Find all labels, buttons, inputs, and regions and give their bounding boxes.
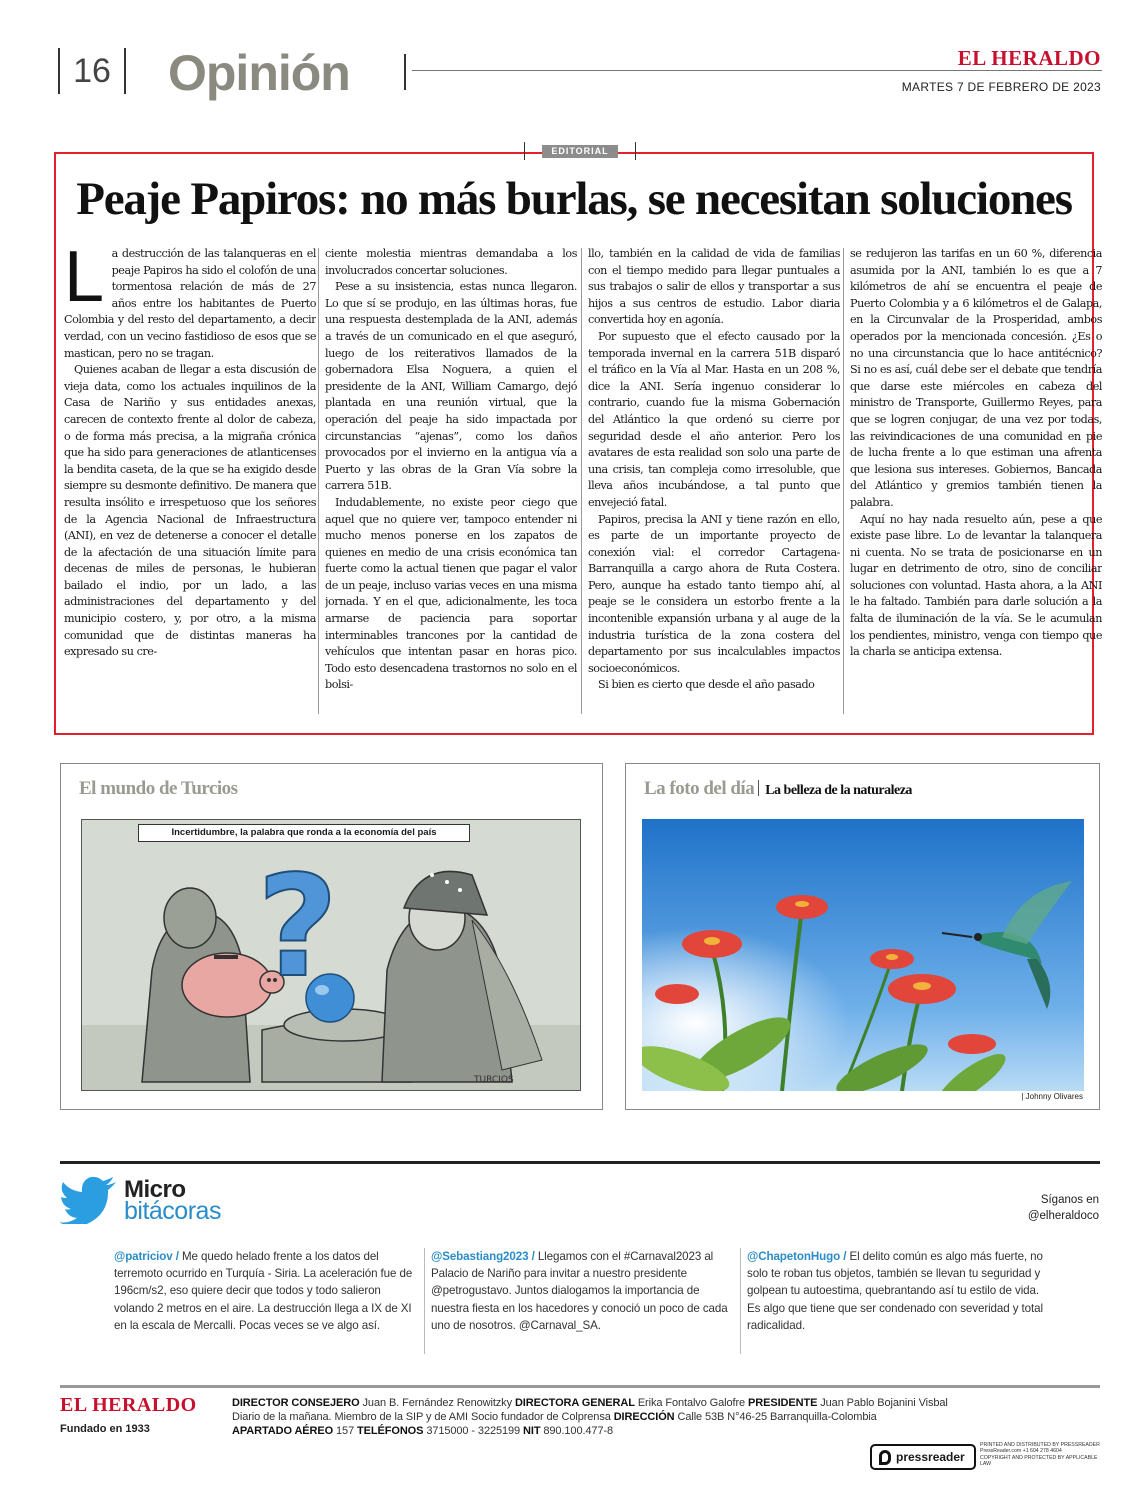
- footer-logo[interactable]: EL HERALDO: [60, 1394, 197, 1416]
- paragraph: Si bien es cierto que desde el año pasado: [598, 678, 815, 692]
- paragraph: Quienes acaban de llegar a esta discusión de vieja data, como los actuales inquilinos de la Casa de Nariño y sus entidades anexas, carecen de contexto frente al dolor de cabeza, o de forma más precisa, a la migraña crónica que ha sido para generaciones de atlanticenses la bendita caseta, de la que se ha exigido desde siempre su desmonte definitivo. De manera que resulta insólito e irrespetuoso que los señores de la Agencia Nacional de Infraestructura (ANI), en vez de detenerse a conocer el detalle de la afectación de una situación límite para decenas de miles de personas, le hubieran bailado el indio, por un lado, a las administraciones del departamento y del municipio costero, y, por otro, a la misma comunidad que de distintas maneras ha expresado su cre-: [64, 363, 316, 659]
- footer-credits: [232, 1396, 1102, 1438]
- tweet: [114, 1248, 414, 1334]
- credit-value: Diario de la mañana. Miembro de la SIP y de AMI Socio fundador de Colprensa: [232, 1411, 614, 1423]
- cartoon-image[interactable]: [81, 819, 581, 1091]
- paragraph: Pese a su insistencia, estas nunca llegaron. Lo que sí se produjo, en las últimas horas, fue una respuesta destemplada de la ANI, además a través de un comunicado en el que aseguró, luego de los reiterativos llamados de la gobernadora Elsa Noguera, a quien el presidente de la ANI, William Camargo, dejó plantada en una reunión virtual, que la operación del peaje ha sido impactada por circunstancias “ajenas”, como los daños provocados por el invierno en la antigua vía a Puerto y las obras de la Gran Vía sobre la carrera 51B.: [325, 280, 577, 493]
- twitter-bird-icon: [60, 1176, 118, 1224]
- footer-line-3: [232, 1424, 1102, 1438]
- column-divider: [581, 248, 582, 714]
- editorial-column-1: [64, 246, 316, 714]
- photo-panel-title: La foto del día: [644, 778, 755, 799]
- follow-us: [1028, 1192, 1099, 1224]
- hummingbird-photo: [642, 819, 1084, 1091]
- page-number: 16: [58, 48, 126, 94]
- pressreader-logo: [870, 1444, 976, 1470]
- credit-key: APARTADO AÉREO: [232, 1425, 334, 1437]
- title-divider: [758, 780, 759, 796]
- credit-value: Juan Pablo Bojanini Visbal: [817, 1397, 948, 1409]
- editorial-tag-wrap: [524, 142, 636, 162]
- tweet-divider: [740, 1248, 741, 1354]
- follow-label: Síganos en: [1040, 1194, 1099, 1206]
- pressreader-icon: [879, 1450, 891, 1465]
- footer-founded: Fundado en 1933: [60, 1423, 150, 1435]
- editorial-column-4: [850, 246, 1102, 714]
- tweet: [431, 1248, 731, 1334]
- credit-key: DIRECTOR CONSEJERO: [232, 1397, 360, 1409]
- footer-line-1: [232, 1396, 1102, 1410]
- pressreader-badge[interactable]: [870, 1442, 1100, 1472]
- credit-key: NIT: [523, 1425, 541, 1437]
- cartoon-signature: TURCIOS: [474, 1075, 514, 1085]
- paragraph: Papiros, precisa la ANI y tiene razón en ello, es parte de un importante proyecto de conexión vial: el corredor Cartagena-Barranquilla a cargo ahora de Ruta Costera. Pero, aunque ha estado tanto tiempo ahí, al peaje se le considera un estorbo frente a la incontenible expansión urbana y al auge de la industria turística de la zona costera del departamento por sus incalculables impactos socioeconómicos.: [588, 512, 840, 675]
- credit-value: Calle 53B N°46-25 Barranquilla-Colombia: [674, 1411, 877, 1423]
- paragraph: llo, también en la calidad de vida de familias con el tiempo medido para llegar puntuales a sus trabajos o salir de ellos y transportar a sus hijos a sus centros de estudio. Labor diaria convertida hoy en agonía.: [588, 247, 840, 327]
- photo-of-the-day[interactable]: [642, 819, 1084, 1091]
- microbitacoras-rule: [60, 1161, 1100, 1164]
- microbitacoras-title-1: Micro: [124, 1176, 186, 1203]
- editorial-column-2: [325, 246, 577, 714]
- paragraph: se redujeron las tarifas en un 60 %, diferencia asumida por la ANI, también lo es que a 7 kilómetros de ahí se encuentra el peaje de Puerto Colombia y a 6 kilómetros el de Galapa, en la Circunvalar de la Prosperidad, ambos operados por la mencionada concesión. ¿Es o no una circunstancia que lo hace antitécnico? Si no es así, cuál debe ser el debate que tendría que darse este miércoles en cabeza del ministro de Transporte, Guillermo Reyes, para que se logren conjugar, de una vez por todas, las reivindicaciones de una comunidad en pie de lucha frente a lo que estiman una afrenta que lesiona sus intereses. Gobiernos, Bancada del Atlántico y gremios también tienen la palabra.: [850, 247, 1102, 509]
- pr-notice-line: PressReader.com +1 604 278 4604: [980, 1448, 1062, 1455]
- tweet-text: Llegamos con el #Carnaval2023 al Palacio de Nariño para invitar a nuestro presidente @petrogustavo. Juntos dialogamos la importancia de nuestra fiesta en los hacedores y conoció un poco de cada uno de nosotros. @Carnaval_SA.: [431, 1250, 728, 1332]
- issue-date: MARTES 7 DE FEBRERO DE 2023: [901, 80, 1101, 94]
- credit-key: DIRECTORA GENERAL: [514, 1397, 635, 1409]
- photo-panel-subtitle: La belleza de la naturaleza: [765, 783, 912, 798]
- pr-notice-line: PRINTED AND DISTRIBUTED BY PRESSREADER: [980, 1442, 1100, 1448]
- credit-key: PRESIDENTE: [748, 1397, 818, 1409]
- credit-key: DIRECCIÓN: [613, 1411, 675, 1423]
- tweet-handle[interactable]: @ChapetonHugo /: [747, 1250, 847, 1263]
- pr-notice-line: COPYRIGHT AND PROTECTED BY APPLICABLE LAW: [980, 1454, 1098, 1468]
- tag-bar-left: [524, 142, 525, 160]
- credit-key: TELÉFONOS: [357, 1425, 424, 1437]
- column-divider: [843, 248, 844, 714]
- column-divider: [318, 248, 319, 714]
- tweet-text: Me quedo helado frente a los datos del terremoto ocurrido en Turquía - Siria. La aceleración fue de 196cm/s2, eso quiere decir que todos y todo salieron volando 2 metros en el aire. La destrucción llega a IX de XI en la escala de Mercalli. Pocas veces se ve algo así.: [114, 1250, 413, 1332]
- editorial-column-3: [588, 246, 840, 714]
- cartoon-panel: [60, 763, 603, 1110]
- section-title: Opinión: [168, 45, 350, 101]
- credit-value: Juan B. Fernández Renowitzky: [359, 1397, 515, 1409]
- drop-cap: L: [64, 246, 104, 317]
- editorial-tag: EDITORIAL: [542, 145, 618, 158]
- cartoon-caption: Incertidumbre, la palabra que ronda a la economía del país: [138, 824, 470, 842]
- follow-handle[interactable]: @elheraldoco: [1027, 1210, 1099, 1222]
- cartoon-panel-title: El mundo de Turcios: [79, 778, 238, 799]
- question-mark: ?: [257, 846, 339, 1009]
- photo-credit: | Johnny Olivares: [1021, 1092, 1083, 1101]
- masthead-logo[interactable]: EL HERALDO: [957, 46, 1101, 70]
- photo-panel: [625, 763, 1100, 1110]
- paragraph: ciente molestia mientras demandaba a los involucrados concertar soluciones.: [325, 247, 577, 277]
- photo-panel-title-wrap: [644, 778, 912, 800]
- cartoon-illustration: [82, 820, 581, 1091]
- credit-value: 890.100.477-8: [540, 1425, 614, 1437]
- tag-bar-right: [635, 142, 636, 160]
- tweet-divider: [424, 1248, 425, 1354]
- header-divider: [404, 54, 406, 90]
- credit-value: Erika Fontalvo Galofre: [634, 1397, 749, 1409]
- paragraph: Aquí no hay nada resuelto aún, pese a que existe pase libre. Lo de levantar la talanquera ni cuenta. No se trata de posicionarse en un lugar en detrimento de otro, sino de conciliar soluciones con voluntad. Hasta ahora, a la ANI le ha faltado. También para darle solución a la falta de iluminación de la vía. Se le acumulan los pendientes, ministro, venga con tiempo que la charla se anticipa extensa.: [850, 512, 1102, 659]
- tweet-handle[interactable]: @Sebastiang2023 /: [431, 1250, 535, 1263]
- pressreader-notice: [980, 1442, 1102, 1468]
- microbitacoras-title-2: bitácoras: [124, 1197, 221, 1225]
- paragraph: Por supuesto que el efecto causado por la temporada invernal en la carrera 51B disparó el tráfico en la Vía al Mar. Hasta en un 208 %, dice la ANI. Sería ingenuo considerar lo contrario, cuando fue la misma Gobernación del Atlántico la que ordenó su cierre por seguridad desde el año anterior. Pero los avatares de esta realidad son solo una parte de una crisis, tan compleja como irresoluble, que lleva años incubándose, a tal punto que envejeció fatal.: [588, 329, 840, 509]
- credit-value: 3715000 - 3225199: [423, 1425, 524, 1437]
- pressreader-label: pressreader: [896, 1450, 965, 1464]
- footer-line-2: [232, 1410, 1102, 1424]
- tweet: [747, 1248, 1047, 1334]
- footer-rule: [60, 1385, 1100, 1388]
- microbitacoras-logo: [60, 1174, 280, 1226]
- paragraph: Indudablemente, no existe peor ciego que aquel que no quiere ver, tampoco entender ni mucho menos ponerse en los zapatos de quienes en medio de una crisis económica tan fuerte como la actual tienen que pagar el valor de un peaje, incluso varias veces en una misma jornada. Y en el que, adicionalmente, les toca armarse de paciencia para soportar interminables trancones por la cantidad de vehículos que intentan pasar en horas pico. Todo esto desencadena trastornos no solo en el bolsi-: [325, 495, 577, 692]
- tweet-text: El delito común es algo más fuerte, no solo te roban tus objetos, también se llevan tu seguridad y golpean tu autoestima, quebrantando así tu estilo de vida. Es algo que tiene que ser condenado con severidad y total radicalidad.: [747, 1250, 1043, 1332]
- editorial-headline: Peaje Papiros: no más burlas, se necesitan soluciones: [76, 173, 1072, 225]
- paragraph: a destrucción de las talanqueras en el peaje Papiros ha sido el colofón de una tormentosa relación de más de 27 años entre los habitantes de Puerto Colombia y del resto del departamento, a decir verdad, con un vecino fastidioso de esos que se mastican, pero no se tragan.: [64, 247, 316, 360]
- credit-value: 157: [333, 1425, 358, 1437]
- tweet-handle[interactable]: @patriciov /: [114, 1250, 179, 1263]
